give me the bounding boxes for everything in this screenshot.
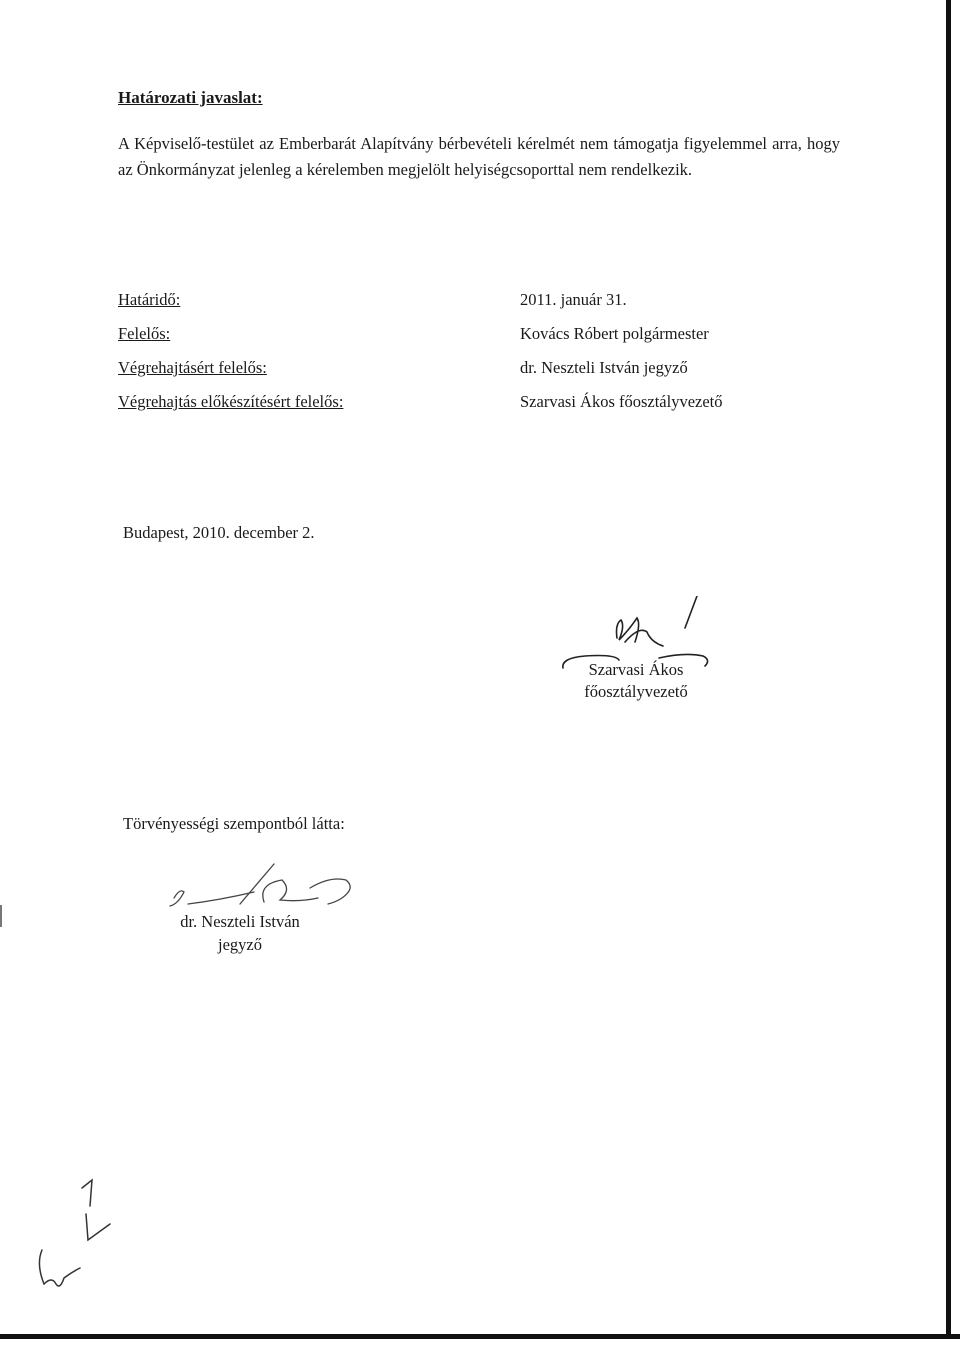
- resolution-text: A Képviselő-testület az Emberbarát Alapítvány bérbevételi kérelmét nem támogatja figyelemmel arra, hogy az Önkormányzat jelenleg a kérelemben megjelölt helyiségcsoporttal nem rendelkezik.: [118, 134, 840, 179]
- meta-label: Végrehajtás előkészítésért felelős:: [118, 392, 344, 411]
- scan-edge-right: [946, 0, 951, 1335]
- place-date: Budapest, 2010. december 2.: [123, 523, 315, 542]
- meta-value: Kovács Róbert polgármester: [520, 324, 709, 343]
- legal-check-line: Törvényességi szempontból látta:: [123, 814, 345, 833]
- meta-value: Szarvasi Ákos főosztályvezető: [520, 392, 723, 411]
- handwritten-initials: [30, 1170, 130, 1310]
- signature-block-2: [160, 858, 380, 958]
- signatory-1-name: Szarvasi Ákos: [588, 660, 684, 679]
- signatory-2-name: dr. Neszteli István: [180, 912, 300, 931]
- meta-label: Végrehajtásért felelős:: [118, 358, 267, 377]
- signatory-1-title: főosztályvezető: [584, 682, 688, 701]
- meta-row-responsible: [118, 324, 878, 350]
- scan-edge-bottom: [0, 1334, 960, 1339]
- meta-label: Határidő:: [118, 290, 181, 309]
- signature-block-1: [555, 596, 725, 706]
- meta-row-preparation: [118, 392, 878, 418]
- meta-row-execution: [118, 358, 878, 384]
- scan-edge-mark: [0, 905, 2, 927]
- handwritten-signature-2: [160, 858, 380, 918]
- meta-value: dr. Neszteli István jegyző: [520, 358, 688, 377]
- signatory-2-title: jegyző: [218, 935, 262, 954]
- resolution-heading: Határozati javaslat:: [118, 88, 263, 107]
- meta-row-deadline: [118, 290, 878, 316]
- meta-value: 2011. január 31.: [520, 290, 627, 309]
- meta-label: Felelős:: [118, 324, 171, 343]
